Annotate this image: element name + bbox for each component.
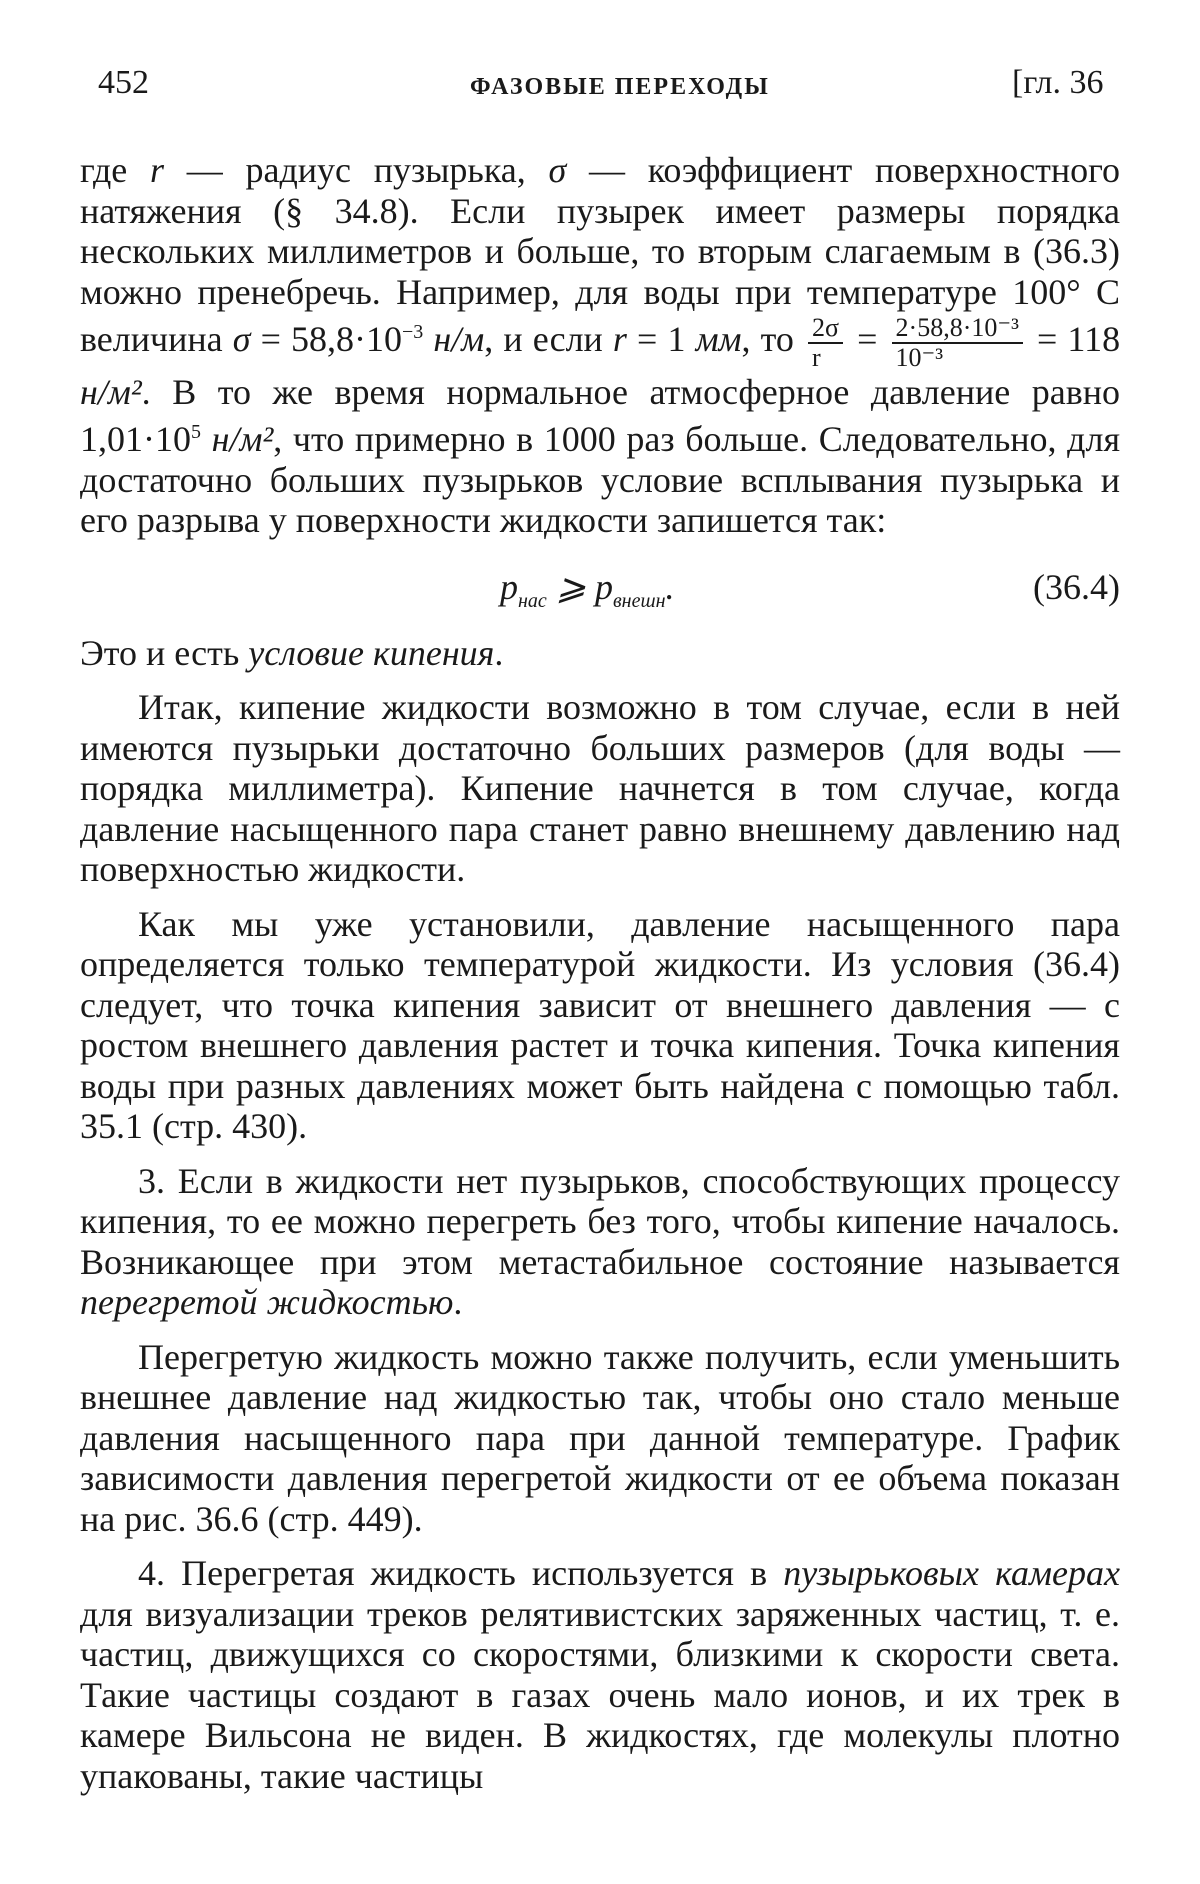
running-title: ФАЗОВЫЕ ПЕРЕХОДЫ xyxy=(470,74,770,100)
text-span: . xyxy=(453,1282,463,1323)
text-span: — коэффициент поверхностного натяжения (§ 34.8). Если пузырек имеет размеры порядка нескольких миллиметров и больше, то вторым слагаемым в (36.3) можно пренебречь. Например, для воды при температуре 100° С величина xyxy=(80,150,1121,359)
paragraph-superheated xyxy=(80,1161,1120,1323)
var-sigma: σ xyxy=(548,150,567,190)
fraction-denominator: 10⁻³ xyxy=(895,342,944,372)
emphasis: пузырьковых камерах xyxy=(783,1553,1120,1594)
text-span: , что примерно в 1000 раз больше. Следовательно, для достаточно больших пузырьков условие всплывания пузырька и его разрыва у поверхности жидкости запишется так: xyxy=(80,419,1120,541)
var-r: r xyxy=(150,150,165,190)
var-r: r xyxy=(612,319,627,359)
text-span: . xyxy=(494,632,504,673)
text-span: где xyxy=(80,150,128,190)
eq-period: . xyxy=(665,566,675,607)
text-span: = 1 xyxy=(637,319,686,359)
text-span: , то xyxy=(741,319,794,359)
text-span: = 118 xyxy=(1037,319,1121,359)
page-number: 452 xyxy=(98,64,149,101)
paragraph-surface-tension xyxy=(80,150,1120,541)
fraction-value xyxy=(892,314,1023,372)
paragraph-boiling-condition xyxy=(80,633,1120,674)
exponent: 5 xyxy=(191,421,201,444)
text-span: Это и есть xyxy=(80,632,240,673)
equation-36-4 xyxy=(80,541,1120,633)
paragraph-reduce-pressure: Перегретую жидкость можно также получить, если уменьшить внешнее давление над жидкостью так, чтобы оно стало меньше давления насыщенного пара при данной температуре. График зависимости давления перегретой жидкости от ее объема показан на рис. 36.6 (стр. 449). xyxy=(80,1336,1120,1539)
eq-subscript: нас xyxy=(518,589,547,612)
text-span: 4. Перегретая жидкость используется в xyxy=(138,1553,768,1594)
text-span: — радиус пузырька, xyxy=(186,150,526,190)
fraction-numerator: 2·58,8·10⁻³ xyxy=(892,314,1023,344)
emphasis: условие кипения xyxy=(248,632,495,673)
unit: н/м² xyxy=(80,371,142,412)
page-body xyxy=(80,150,1120,1796)
unit: н/м² xyxy=(211,419,274,460)
equation-number: (36.4) xyxy=(1033,566,1120,607)
text-span: 3. Если в жидкости нет пузырьков, способствующих процессу кипения, то ее можно перегреть без того, чтобы кипение началось. Возникающее при этом метастабильное состояние называется xyxy=(80,1160,1120,1282)
paragraph-boiling-point: Как мы уже установили, давление насыщенного пара определяется только температурой жидкости. Из условия (36.4) следует, что точка кипения зависит от внешнего давления — с ростом внешнего давления растет и точка кипения. Точка кипения воды при разных давлениях может быть найдена с помощью табл. 35.1 (стр. 430). xyxy=(80,903,1120,1147)
equation-body xyxy=(500,567,674,622)
emphasis: перегретой жидкостью xyxy=(80,1282,454,1323)
text-span: . В то же время нормальное атмосферное давление равно 1,01·10 xyxy=(80,371,1120,460)
exponent: −3 xyxy=(402,321,424,343)
paragraph-boiling-possible: Итак, кипение жидкости возможно в том случае, если в ней имеются пузырьки достаточно больших размеров (для воды — порядка миллиметра). Кипение начнется в том случае, когда давление насыщенного пара станет равно внешнему давлению над поверхностью жидкости. xyxy=(80,687,1120,890)
eq-subscript: внешн xyxy=(612,589,666,612)
fraction-denominator: r xyxy=(812,342,821,372)
eq-symbol: p xyxy=(594,566,613,607)
text-span: , и если xyxy=(484,319,603,359)
var-sigma: σ xyxy=(232,319,251,359)
chapter-marker: [гл. 36 xyxy=(1012,64,1104,101)
eq-symbol: p xyxy=(500,566,518,607)
eq-relation: ⩾ xyxy=(555,566,586,607)
fraction-2sigma-r xyxy=(808,314,843,372)
unit: мм xyxy=(695,319,742,359)
unit: н/м xyxy=(433,319,485,359)
text-span: для визуализации треков релятивистских заряженных частиц, т. е. частиц, движущихся со скоростями, близкими к скорости света. Такие частицы создают в газах очень мало ионов, и их трек в камере Вильсона не виден. В жидкостях, где молекулы плотно упакованы, такие частицы xyxy=(80,1593,1120,1796)
fraction-numerator: 2σ xyxy=(808,314,843,344)
text-span: = xyxy=(857,319,878,359)
paragraph-bubble-chambers xyxy=(80,1553,1120,1796)
text-span: = 58,8·10 xyxy=(260,319,403,359)
